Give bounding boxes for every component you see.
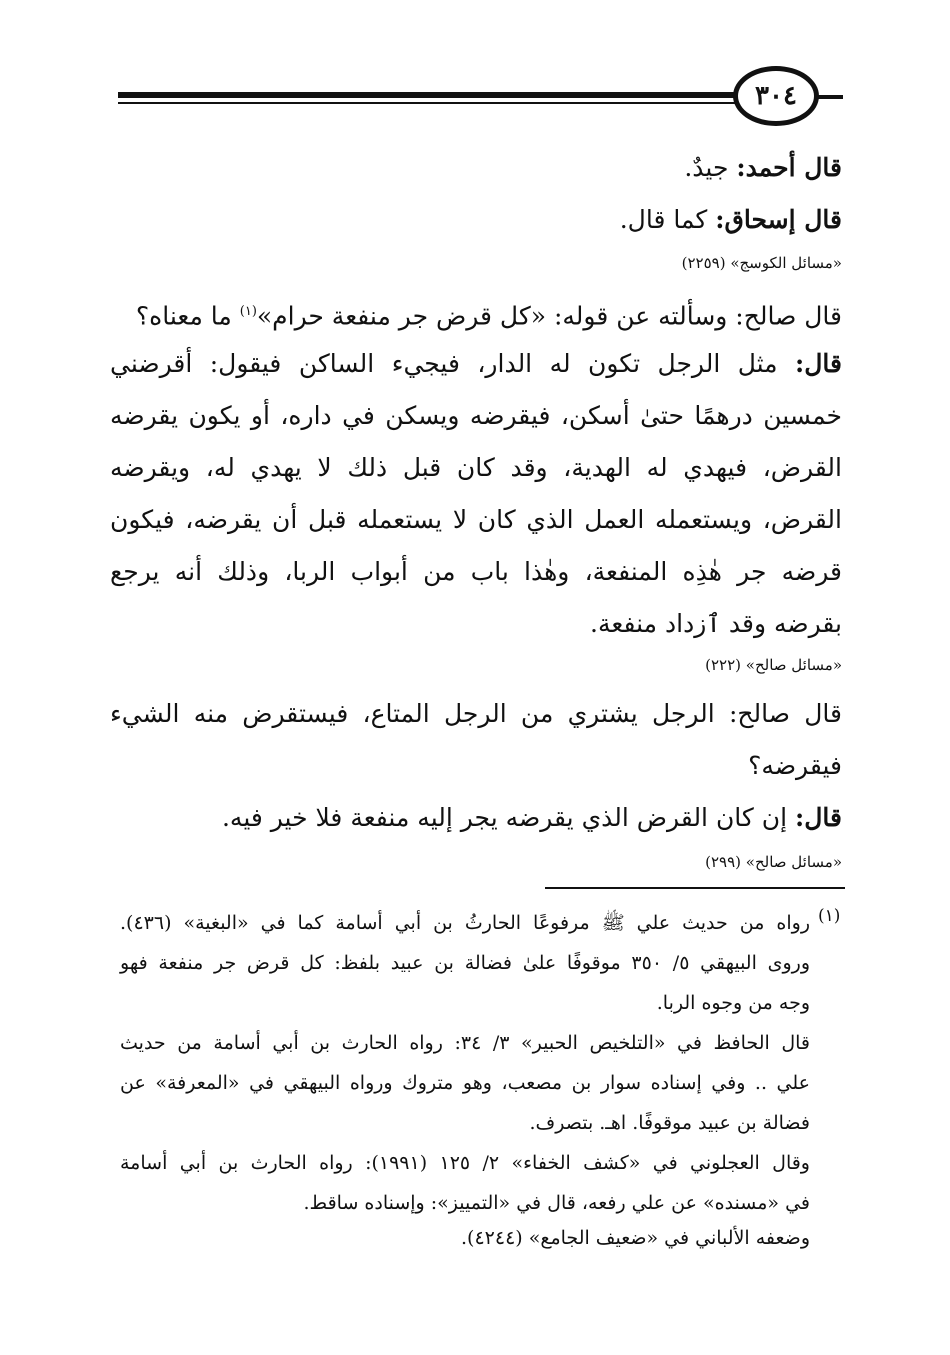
source-citation-3: «مسائل صالح» (٢٩٩) — [705, 853, 842, 871]
question-1 — [136, 292, 842, 336]
source-citation-1: «مسائل الكوسج» (٢٢٥٩) — [681, 254, 842, 272]
answer-1-line-1 — [110, 344, 842, 384]
footnote-line: فضالة بن عبيد موقوفًا. اهـ. بتصرف. — [529, 1112, 810, 1134]
footnote-line: وقال العجلوني في «كشف الخفاء» ٢/ ١٢٥ (١٩٩١): رواه الحارث بن أبي أسامة — [120, 1152, 810, 1174]
answer-1-line-6: بقرضه وقد ٱزداد منفعة. — [590, 609, 842, 638]
answer-2-text: إن كان القرض الذي يقرضه يجر إليه منفعة فلا خير فيه. — [221, 803, 796, 832]
header-rule-thick — [118, 92, 740, 98]
page-number: ٣٠٤ — [755, 81, 797, 111]
answer-1-line-4: القرض، ويستعمله العمل الذي كان لا يستعمله قبل أن يقرضه، فيكون — [110, 505, 842, 534]
footnote-line: رواه من حديث علي ﷺ مرفوعًا الحارثُ بن أبي أسامة كما في «البغية» (٤٣٦). — [120, 912, 810, 934]
text-ahmad: جيدٌ. — [684, 153, 737, 182]
answer-2 — [222, 798, 842, 838]
footnote-marker: (١) — [818, 906, 841, 926]
footnote-line: وروى البيهقي ٥/ ٣٥٠ موقوفًا علىٰ فضالة بن عبيد بلفظ: كل قرض جر منفعة فهو — [120, 952, 810, 974]
footnote-line: قال الحافظ في «التلخيص الحبير» ٣/ ٣٤: رواه الحارث بن أبي أسامة من حديث — [120, 1032, 810, 1054]
answer-1-line-1-text: مثل الرجل تكون له الدار، فيجيء الساكن فيقول: أقرضني — [110, 349, 796, 378]
footnote-line: وضعفه الألباني في «ضعيف الجامع» (٤٢٤٤). — [461, 1227, 810, 1249]
question-1-text: قال صالح: وسألته عن قوله: «كل قرض جر منفعة حرام» — [256, 301, 842, 331]
answer-1-line-2: خمسين درهمًا حتىٰ أسكن، فيقرضه ويسكن في داره، أو يكون يقرضه — [110, 401, 842, 430]
speaker-ahmad: قال أحمد: — [736, 153, 842, 182]
answer-1-line-3: القرض، فيهدي له الهدية، وقد كان قبل ذلك لا يهدي له، ويقرضه — [110, 453, 842, 482]
line-ishaq — [620, 200, 842, 240]
speaker-answer-1: قال: — [795, 349, 842, 378]
footnote-ref: (١) — [239, 304, 257, 319]
speaker-ishaq: قال إسحاق: — [715, 205, 842, 234]
question-2-line-2: فيقرضه؟ — [748, 751, 842, 780]
header-rule-thin — [118, 102, 740, 104]
answer-1-line-5: قرضه جر هٰذِه المنفعة، وهٰذا باب من أبواب الربا، وذلك أنه يرجع — [110, 557, 842, 586]
line-ahmad — [684, 148, 842, 188]
footnote-separator — [545, 887, 845, 889]
footnote-line: علي .. وفي إسناده سوار بن مصعب، وهو متروك ورواه البيهقي في «المعرفة» عن — [120, 1072, 810, 1094]
page-number-badge — [733, 66, 819, 126]
speaker-answer-2: قال: — [795, 803, 842, 832]
header-rule-right — [815, 95, 843, 99]
question-1-end: ما معناه؟ — [135, 301, 240, 331]
text-ishaq: كما قال. — [619, 205, 716, 234]
question-2-line-1: قال صالح: الرجل يشتري من الرجل المتاع، فيستقرض منه الشيء — [110, 699, 842, 728]
source-citation-2: «مسائل صالح» (٢٢٢) — [705, 656, 842, 674]
footnote-line: في «مسنده» عن علي رفعه، قال في «التمييز»: وإسناده ساقط. — [303, 1192, 810, 1214]
footnote-line: وجه من وجوه الربا. — [656, 992, 810, 1014]
